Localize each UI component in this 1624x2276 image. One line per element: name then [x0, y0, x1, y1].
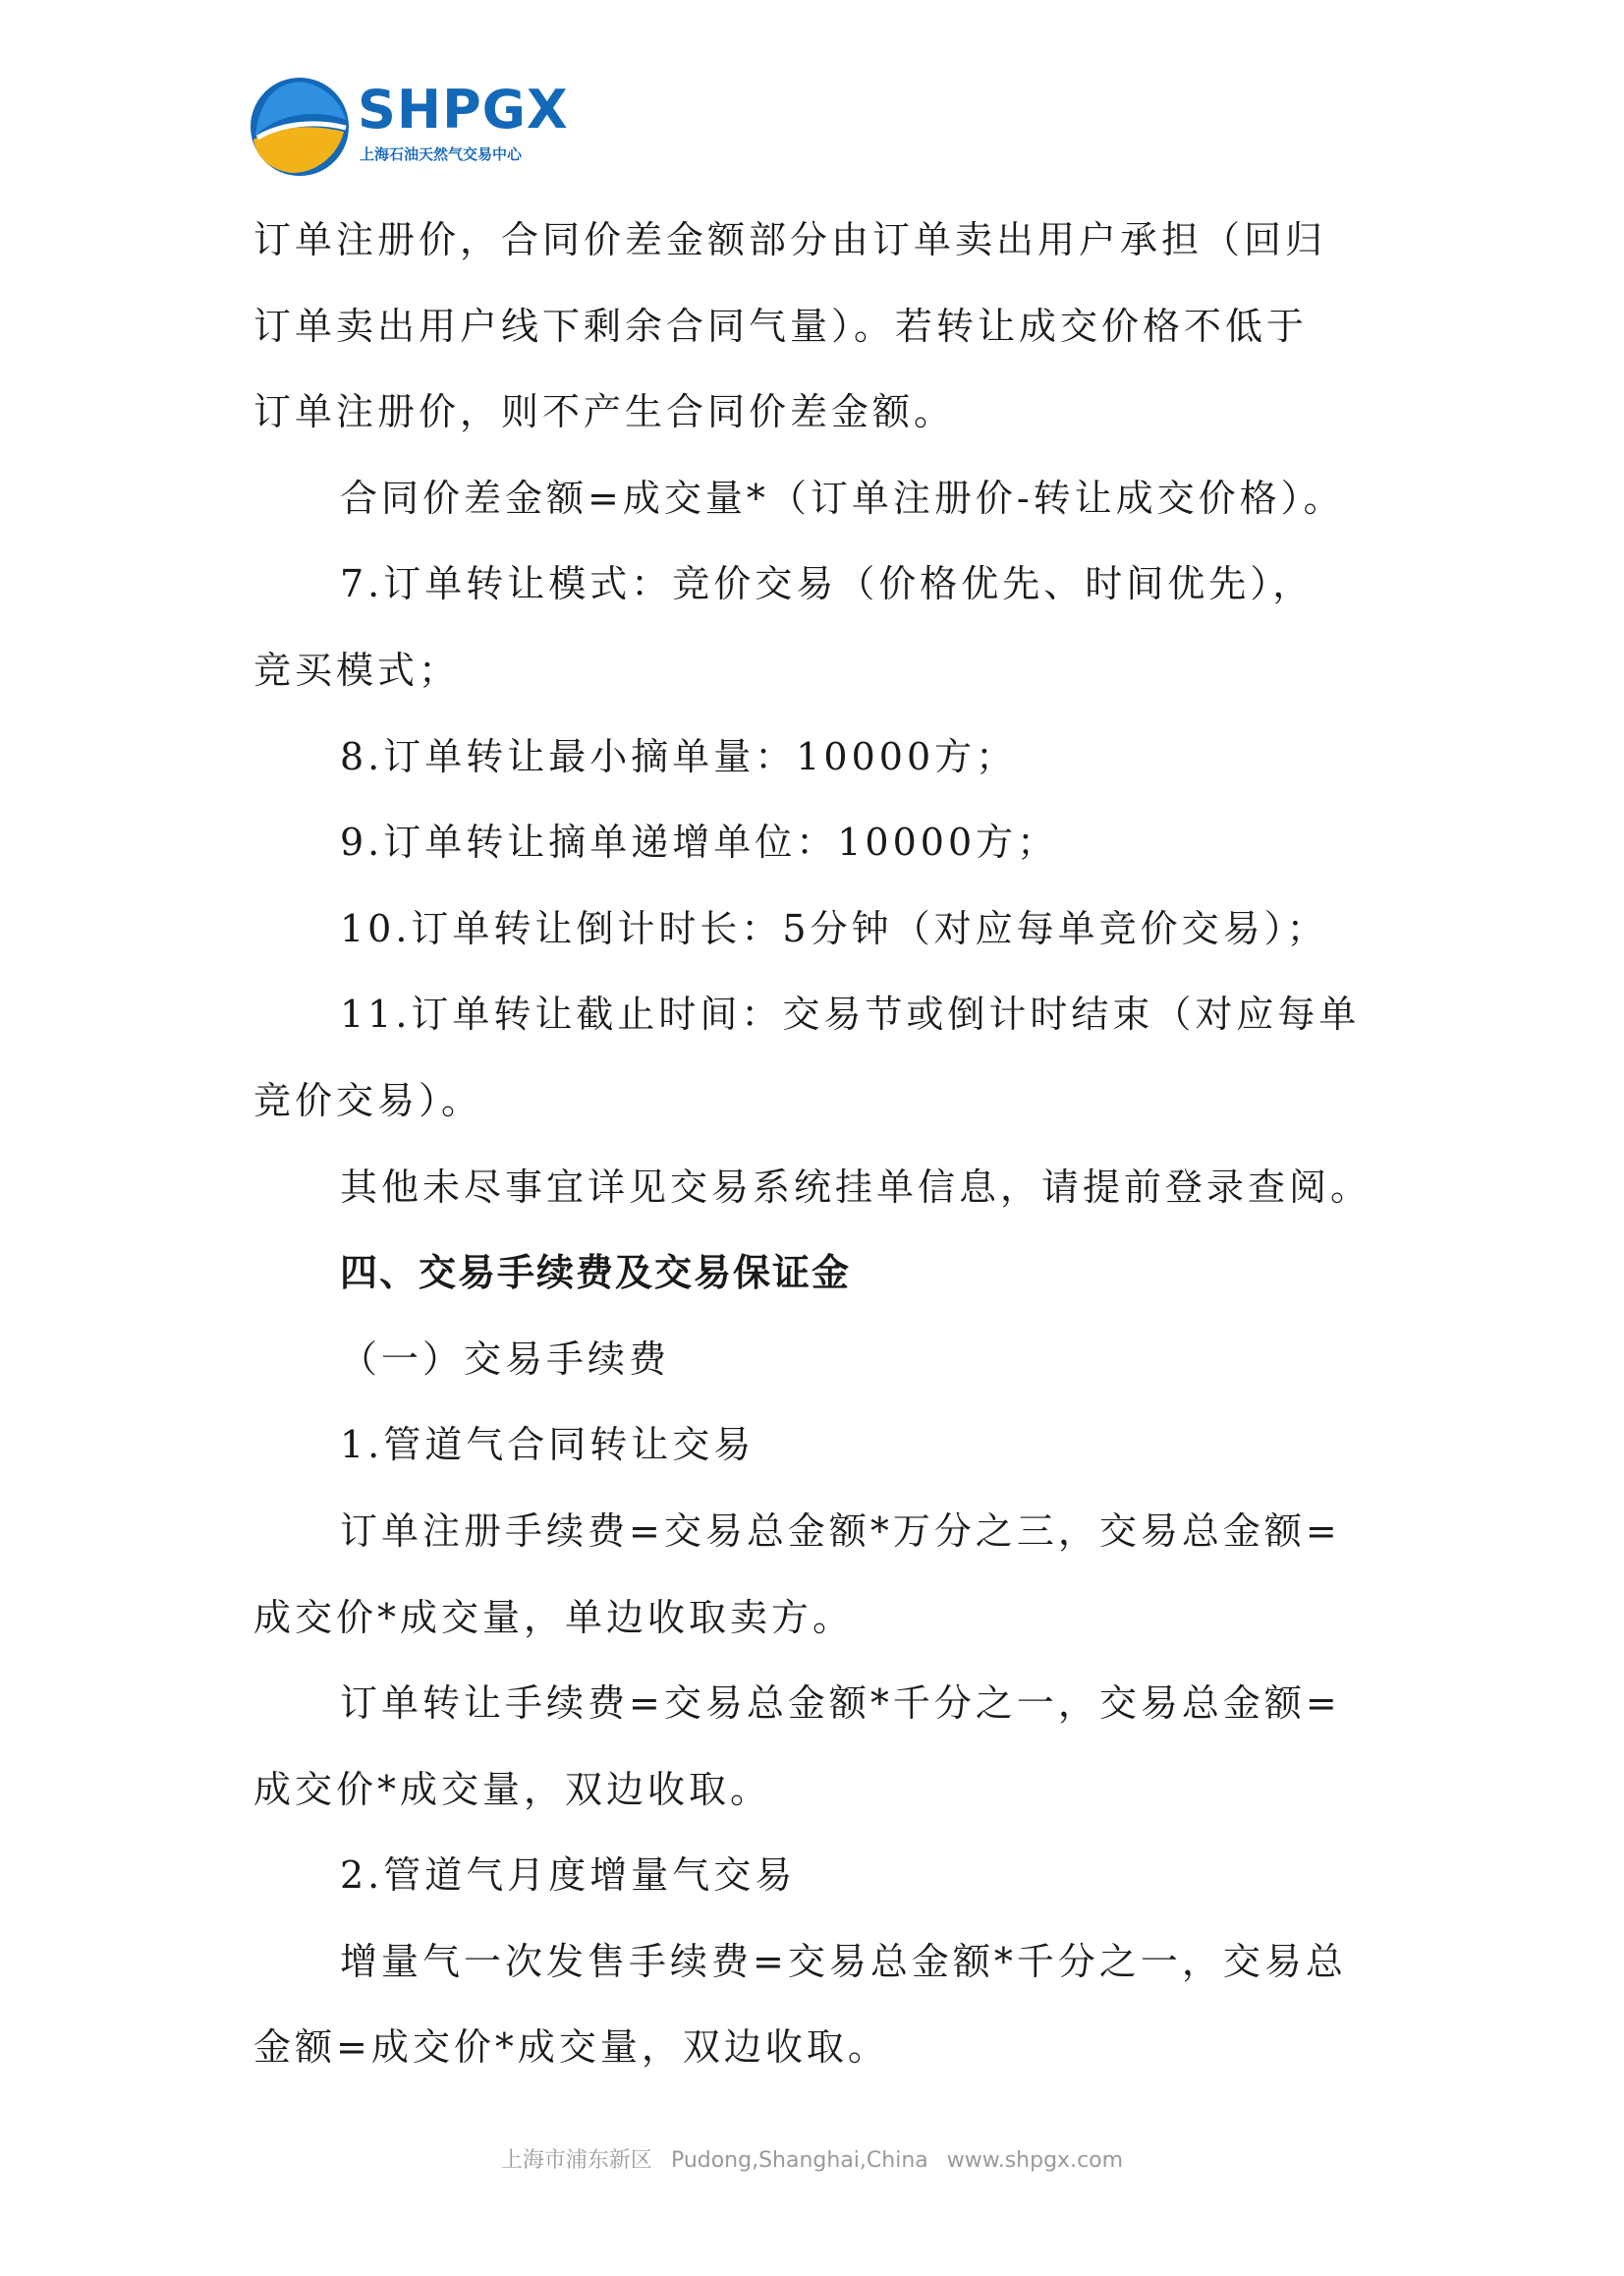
section-heading: 四、交易手续费及交易保证金: [340, 1251, 852, 1295]
body-line: 订单转让手续费=交易总金额*千分之一，交易总金额=: [340, 1681, 1341, 1726]
document-body: [253, 198, 1413, 2091]
note-line: 其他未尽事宜详见交易系统挂单信息，请提前登录查阅。: [340, 1165, 1372, 1209]
body-line: 成交价*成交量，双边收取。: [253, 1767, 772, 1811]
list-item-1: 1.管道气合同转让交易: [340, 1423, 756, 1467]
footer-website: www.shpgx.com: [946, 2148, 1124, 2173]
formula-line: 合同价差金额=成交量*（订单注册价-转让成交价格）。: [340, 476, 1345, 520]
body-line: 订单注册价，则不产生合同价差金额。: [253, 390, 956, 434]
list-item-9: 9.订单转让摘单递增单位：10000方；: [340, 821, 1059, 865]
shpgx-logo-icon: [248, 75, 352, 179]
logo-wordmark: SHPGX: [358, 79, 569, 141]
page-footer: [0, 2143, 1624, 2174]
subsection-heading: （一）交易手续费: [340, 1337, 671, 1381]
body-line: 订单卖出用户线下剩余合同气量）。若转让成交价格不低于: [253, 304, 1309, 348]
logo-subtitle: 上海石油天然气交易中心: [360, 145, 523, 163]
body-line: 竞价交易）。: [253, 1078, 483, 1122]
body-line: 竞买模式；: [253, 648, 461, 692]
page-header: [248, 71, 601, 169]
body-line: 增量气一次发售手续费=交易总金额*千分之一，交易总: [340, 1939, 1347, 1983]
list-item-10: 10.订单转让倒计时长：5分钟（对应每单竞价交易）；: [340, 906, 1328, 950]
footer-location-cn: 上海市浦东新区: [500, 2148, 652, 2173]
body-line: 订单注册价，合同价差金额部分由订单卖出用户承担（回归: [253, 218, 1327, 261]
footer-location-en: Pudong,Shanghai,China: [670, 2148, 928, 2173]
list-item-11: 11.订单转让截止时间：交易节或倒计时结束（对应每单: [340, 993, 1361, 1037]
body-line: 订单注册手续费=交易总金额*万分之三，交易总金额=: [340, 1508, 1341, 1553]
body-line: 成交价*成交量，单边收取卖方。: [253, 1595, 855, 1639]
body-line: 金额=成交价*成交量，双边收取。: [253, 2025, 889, 2070]
list-item-7: 7.订单转让模式：竞价交易（价格优先、时间优先），: [340, 562, 1315, 606]
list-item-2: 2.管道气月度增量气交易: [340, 1853, 797, 1898]
list-item-8: 8.订单转让最小摘单量：10000方；: [340, 734, 1018, 778]
